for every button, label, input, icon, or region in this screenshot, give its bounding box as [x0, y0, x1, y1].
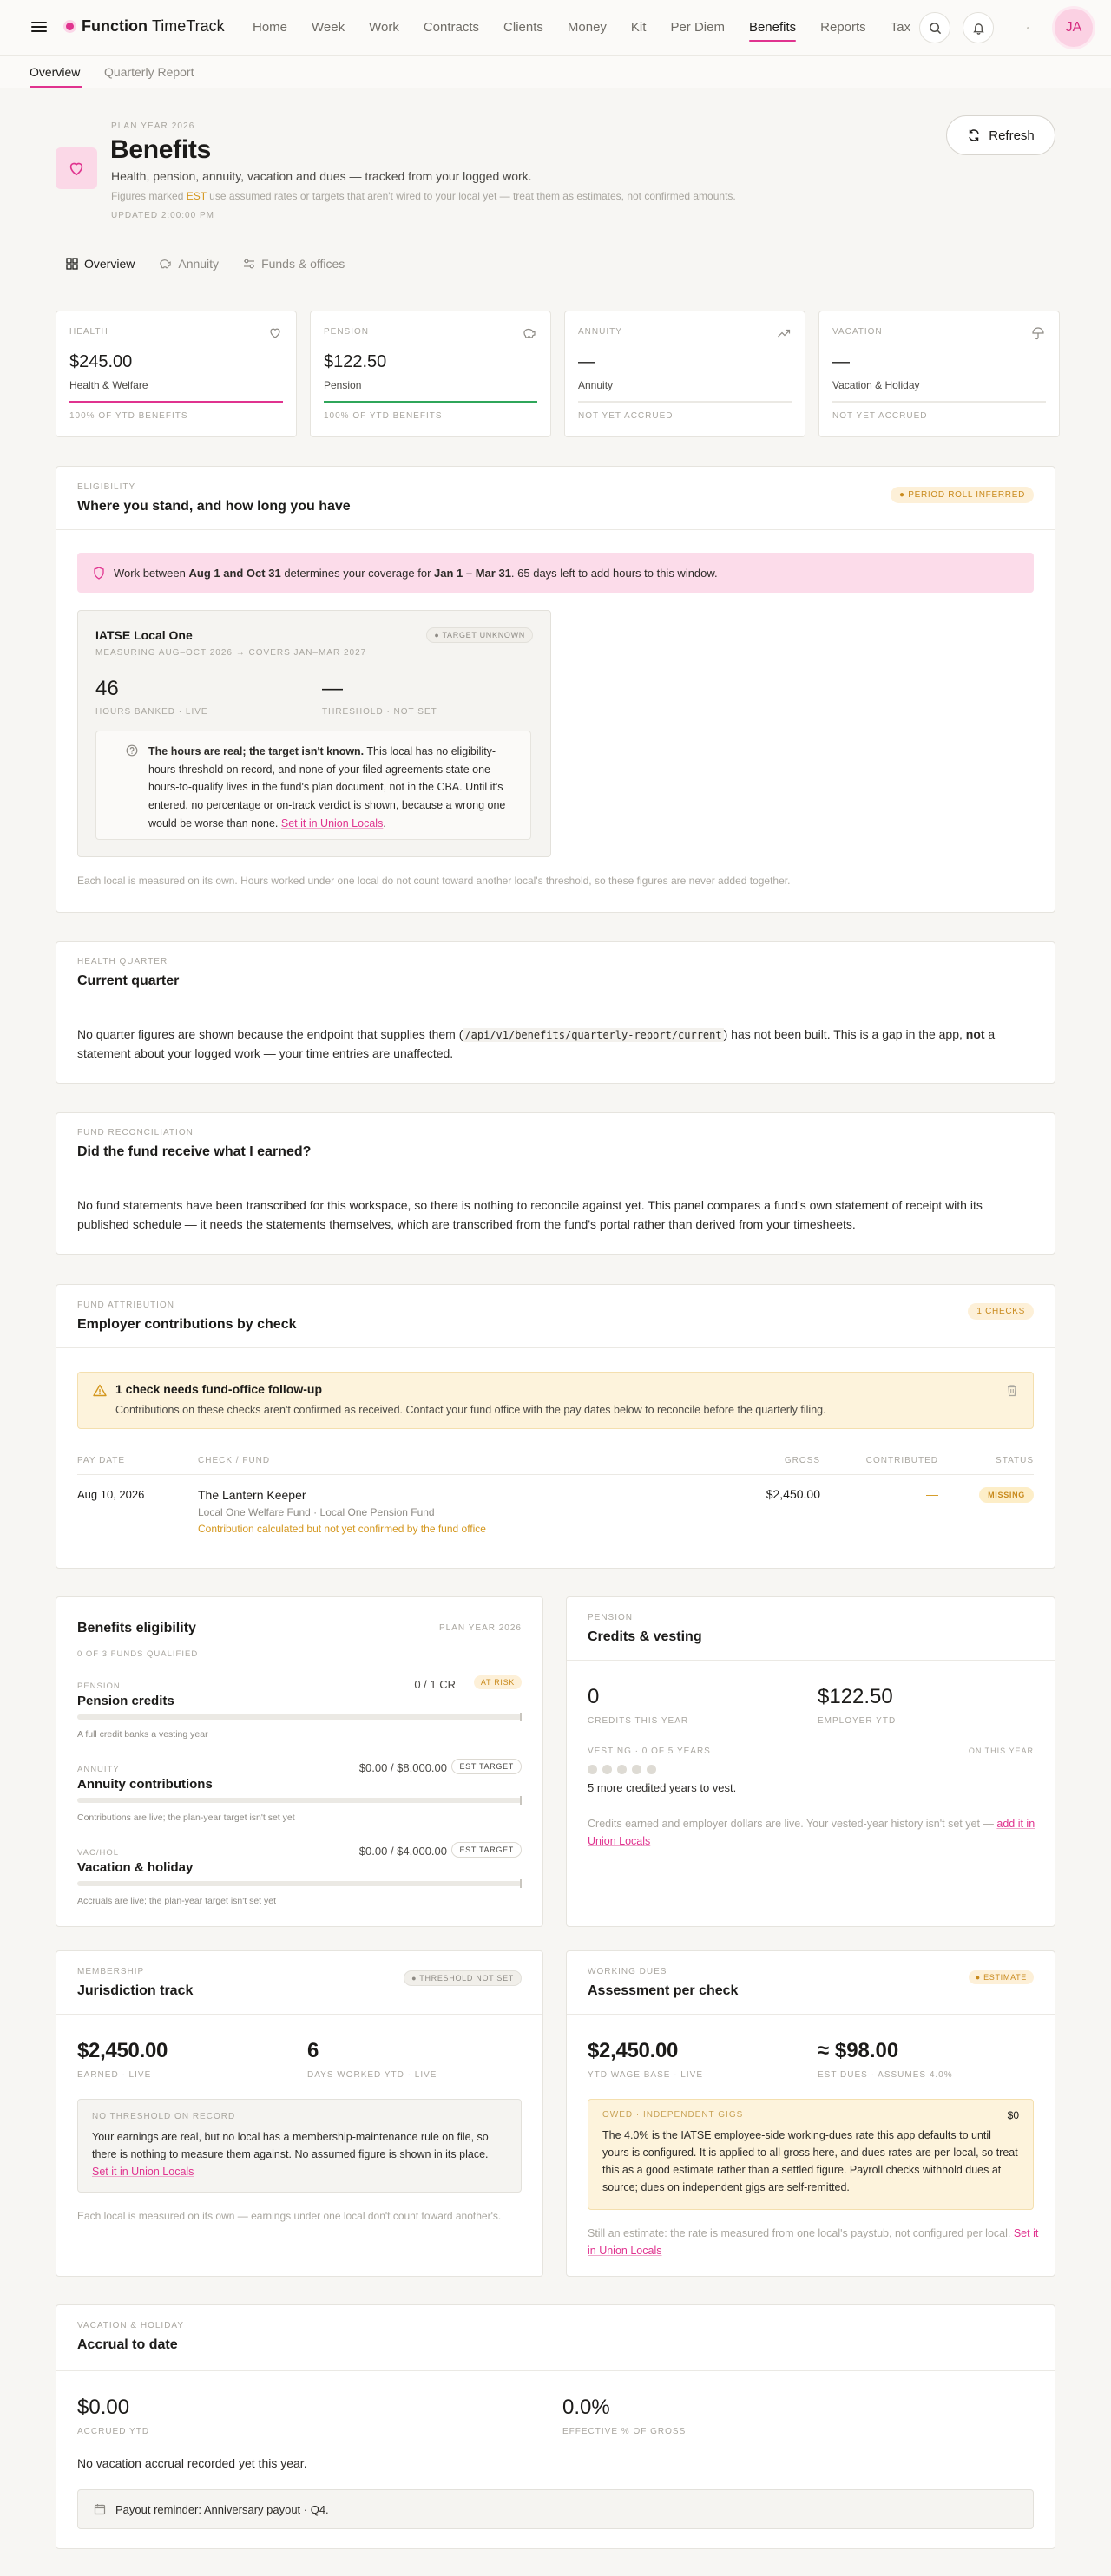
- stat-share-bar: [832, 401, 1046, 403]
- quarter-text: [77, 1026, 1032, 1063]
- local-name: IATSE Local One: [95, 628, 193, 642]
- membership-eyebrow: MEMBERSHIP: [77, 1967, 145, 1976]
- heart-icon: [67, 159, 86, 178]
- nav-link-week[interactable]: Week: [312, 20, 345, 35]
- umbrella-icon: [1031, 326, 1045, 340]
- sliders-icon: [243, 258, 255, 270]
- sub-nav: [0, 56, 1111, 88]
- attribution-eyebrow: FUND ATTRIBUTION: [77, 1301, 174, 1310]
- recon-title: Did the fund receive what I earned?: [77, 1144, 312, 1159]
- row-contributed: —: [926, 1487, 938, 1501]
- tab-annuity-label: Annuity: [178, 257, 220, 271]
- benelig-item-note: A full credit banks a vesting year: [77, 1729, 208, 1740]
- benelig-item-badge: EST TARGET: [451, 1842, 522, 1858]
- plan-year-eyebrow: PLAN YEAR 2026: [111, 121, 195, 131]
- no-accrual-text: No vacation accrual recorded yet this year.: [77, 2456, 307, 2470]
- brand-suffix: TimeTrack: [151, 17, 225, 35]
- membership-divider: [56, 2014, 542, 2015]
- stat-foot: NOT YET ACCRUED: [832, 411, 928, 421]
- subtab-overview[interactable]: Overview: [30, 65, 81, 79]
- no-threshold-caption: NO THRESHOLD ON RECORD: [92, 2112, 236, 2121]
- avatar[interactable]: [1055, 9, 1093, 47]
- dues-set-link[interactable]: Set it in Union Locals: [588, 2227, 1039, 2257]
- quarter-text-mid: ) has not been built. This is a gap in the app,: [723, 1027, 966, 1041]
- stat-card-pension: [310, 311, 551, 437]
- vesting-right-label: ON THIS YEAR: [968, 1747, 1034, 1755]
- period-roll-badge: ● PERIOD ROLL INFERRED: [891, 487, 1034, 503]
- nav-link-clients[interactable]: Clients: [503, 20, 543, 35]
- quarter-endpoint: /api/v1/benefits/quarterly-report/current: [464, 1029, 722, 1041]
- fund-attribution-card: [56, 1284, 1055, 1569]
- benefits-eligibility-card: [56, 1596, 543, 1927]
- credits-label: CREDITS THIS YEAR: [588, 1716, 689, 1726]
- stat-share-fill: [69, 401, 283, 403]
- grid-icon: [66, 258, 78, 270]
- earned-value: $2,450.00: [77, 2039, 168, 2062]
- refresh-icon: [967, 128, 981, 142]
- threshold-note: The hours are real; the target isn't known. This local has no eligibility-hours threshold on record, and none of your filed agreements state one — hours-to-qualify lives in the fund's plan document, not in the CBA. Until it's entered, no percentage or on-track verdict is shown, because a wrong one would be worse than none. Set it in Union Locals.: [95, 731, 531, 840]
- follow-up-body: Contributions on these checks aren't confirmed as received. Contact your fund office with the pay dates below to reconcile before the quarterly filing.: [115, 1404, 826, 1416]
- vacation-eyebrow: VACATION & HOLIDAY: [77, 2321, 185, 2330]
- col-status: STATUS: [996, 1456, 1034, 1465]
- page-title: Benefits: [110, 135, 211, 164]
- benelig-item-badge: AT RISK: [474, 1675, 522, 1689]
- coverage-window-alert: [77, 553, 1034, 593]
- benelig-item-cap: VAC/HOL: [77, 1848, 120, 1858]
- current-quarter-card: [56, 941, 1055, 1084]
- notifications-button[interactable]: [963, 12, 994, 43]
- section-tabs: [66, 257, 369, 271]
- estimate-note-pre: Figures marked: [111, 190, 187, 202]
- benelig-item-name: Pension credits: [77, 1694, 174, 1708]
- effective-pct-value: 0.0%: [562, 2396, 610, 2419]
- checks-count-badge: 1 CHECKS: [968, 1303, 1034, 1320]
- payout-reminder: [77, 2489, 1034, 2529]
- refresh-button[interactable]: [946, 115, 1055, 155]
- stat-label: ANNUITY: [578, 327, 622, 337]
- search-icon: [929, 22, 942, 35]
- search-button[interactable]: [919, 12, 950, 43]
- subtab-quarterly-report[interactable]: Quarterly Report: [104, 65, 194, 79]
- pension-vesting-card: [566, 1596, 1055, 1927]
- page-subtitle: Health, pension, annuity, vacation and dues — tracked from your logged work.: [111, 169, 532, 183]
- alert-pre: Work between: [114, 566, 186, 580]
- attribution-title: Employer contributions by check: [77, 1317, 297, 1332]
- wage-base-value: $2,450.00: [588, 2039, 679, 2062]
- separator-dot: [1027, 27, 1029, 29]
- help-circle-icon: [126, 744, 138, 757]
- stat-share-bar: [578, 401, 792, 403]
- vacation-divider: [56, 2370, 1055, 2371]
- threshold-note-bold: The hours are real; the target isn't known.: [148, 745, 365, 757]
- vesting-year-dot: [617, 1765, 627, 1774]
- eligibility-eyebrow: ELIGIBILITY: [77, 482, 136, 492]
- stat-value: $245.00: [69, 352, 133, 371]
- hours-banked-label: HOURS BANKED · LIVE: [95, 707, 208, 717]
- benelig-qualified: 0 OF 3 FUNDS QUALIFIED: [77, 1649, 199, 1659]
- benelig-item-note: Accruals are live; the plan-year target isn't set yet: [77, 1896, 277, 1906]
- trending-up-icon: [777, 326, 791, 340]
- estimate-note-post: use assumed rates or targets that aren't wired to your local yet — treat them as estimates, not confirmed amounts.: [206, 190, 736, 202]
- menu-icon[interactable]: [31, 19, 47, 35]
- membership-footer: Each local is measured on its own — earnings under one local don't count toward another's.: [77, 2210, 502, 2222]
- benelig-item-value: $0.00 / $4,000.00: [358, 1845, 447, 1858]
- nav-link-kit[interactable]: Kit: [630, 20, 647, 35]
- fund-reconciliation-card: [56, 1112, 1055, 1255]
- local-measure-window: MEASURING AUG–OCT 2026 → COVERS JAN–MAR 2027: [95, 648, 367, 658]
- calendar-icon: [94, 2503, 106, 2515]
- benelig-item-value: $0.00 / $8,000.00: [358, 1761, 447, 1774]
- avatar-initials: JA: [1065, 20, 1082, 35]
- hours-banked-value: 46: [95, 677, 119, 700]
- wage-base-label: YTD WAGE BASE · LIVE: [588, 2070, 703, 2080]
- follow-up-title: 1 check needs fund-office follow-up: [115, 1382, 323, 1396]
- credits-value: 0: [588, 1685, 600, 1708]
- threshold-not-set-label: THRESHOLD NOT SET: [419, 1974, 514, 1983]
- col-pay-date: PAY DATE: [77, 1456, 126, 1465]
- eligibility-footer: Each local is measured on its own. Hours worked under one local do not count toward another local's threshold, so these figures are never added together.: [77, 875, 791, 887]
- threshold-not-set-badge: ● THRESHOLD NOT SET: [404, 1970, 522, 1986]
- membership-title: Jurisdiction track: [77, 1983, 194, 1998]
- benelig-item-cap: ANNUITY: [77, 1765, 120, 1774]
- benelig-item-badge: EST TARGET: [451, 1759, 522, 1774]
- top-nav: [0, 0, 1111, 56]
- benelig-item-note: Contributions are live; the plan-year target isn't set yet: [77, 1812, 295, 1823]
- stat-value: —: [578, 352, 595, 371]
- dues-footer: [588, 2225, 1039, 2259]
- benelig-target-marker: [520, 1879, 522, 1888]
- vacation-accrual-card: [56, 2304, 1055, 2549]
- pension-note-text: Credits earned and employer dollars are live. Your vested-year history isn't set yet —: [588, 1818, 997, 1830]
- benelig-target-marker: [520, 1796, 522, 1805]
- est-dues-label: EST DUES · ASSUMES 4.0%: [818, 2070, 953, 2080]
- nav-links: [240, 0, 923, 56]
- tab-funds-offices-label: Funds & offices: [261, 257, 345, 271]
- eligibility-title: Where you stand, and how long you have: [77, 499, 351, 514]
- nav-link-work[interactable]: Work: [369, 20, 399, 35]
- nav-link-contracts[interactable]: Contracts: [423, 20, 480, 35]
- dues-owed-caption: OWED · INDEPENDENT GIGS: [602, 2110, 744, 2120]
- accrued-ytd-value: $0.00: [77, 2396, 130, 2419]
- no-threshold-box: [77, 2099, 522, 2193]
- alert-coverage: Jan 1 – Mar 31: [434, 566, 511, 580]
- stat-sub: Health & Welfare: [69, 379, 148, 391]
- stat-foot: NOT YET ACCRUED: [578, 411, 674, 421]
- pension-title: Credits & vesting: [588, 1629, 702, 1644]
- nav-link-per-diem[interactable]: Per Diem: [670, 20, 725, 35]
- nav-link-reports[interactable]: Reports: [820, 20, 866, 35]
- tab-overview[interactable]: [66, 257, 135, 271]
- recon-text: No fund statements have been transcribed for this workspace, so there is nothing to reconcile against yet. This panel compares a fund's own statement of receipt with its published schedule — it needs the statements themselves, which are transcribed from the fund's portal rather than derived from your timesheets.: [77, 1198, 983, 1231]
- stat-card-health: [56, 311, 297, 437]
- days-worked-value: 6: [307, 2039, 319, 2062]
- payout-reminder-text: Payout reminder: Anniversary payout · Q4.: [115, 2502, 329, 2516]
- benelig-item-name: Vacation & holiday: [77, 1860, 194, 1875]
- bell-icon: [972, 22, 985, 35]
- attribution-divider: [56, 1347, 1055, 1348]
- stat-label: HEALTH: [69, 327, 108, 337]
- eligibility-divider: [56, 529, 1055, 530]
- estimate-note: [111, 190, 736, 202]
- tab-funds-offices[interactable]: [243, 257, 345, 271]
- row-gross: $2,450.00: [766, 1487, 820, 1501]
- target-unknown-label: TARGET UNKNOWN: [442, 631, 525, 639]
- dues-owed-amount: $0: [1007, 2109, 1019, 2121]
- quarter-text-post: a statement about your logged work — your time entries are unaffected.: [77, 1027, 996, 1060]
- add-in-union-locals-link[interactable]: add it in Union Locals: [588, 1818, 1035, 1847]
- local-eligibility-panel: [77, 610, 551, 857]
- employer-ytd-value: $122.50: [818, 1685, 893, 1708]
- days-worked-label: DAYS WORKED YTD · LIVE: [307, 2070, 437, 2080]
- col-check-fund: CHECK / FUND: [198, 1456, 271, 1465]
- threshold-value: —: [322, 677, 343, 700]
- vesting-year-dot: [588, 1765, 597, 1774]
- no-threshold-text: [92, 2128, 507, 2180]
- vacation-title: Accrual to date: [77, 2337, 178, 2352]
- threshold-label: THRESHOLD · NOT SET: [322, 707, 437, 717]
- vesting-label: VESTING · 0 OF 5 YEARS: [588, 1747, 711, 1756]
- earned-label: EARNED · LIVE: [77, 2070, 152, 2080]
- nav-link-benefits[interactable]: Benefits: [737, 0, 808, 56]
- no-threshold-body: Your earnings are real, but no local has a membership-maintenance rule on file, so there is nothing to measure them against. No assumed figure is shown in its place.: [92, 2131, 489, 2160]
- eligibility-card: [56, 466, 1055, 913]
- stat-foot: 100% OF YTD BENEFITS: [324, 411, 443, 421]
- nav-link-home[interactable]: Home: [253, 20, 288, 35]
- brand-dot-icon: [66, 23, 74, 30]
- benelig-item-value: 0 / 1 CR: [414, 1678, 456, 1691]
- estimate-badge-label: ESTIMATE: [983, 1973, 1027, 1982]
- piggy-bank-icon: [523, 326, 536, 340]
- stat-label: VACATION: [832, 327, 883, 337]
- quarter-text-bold: not: [965, 1027, 985, 1041]
- benelig-item-progress: [77, 1798, 522, 1803]
- follow-up-alert: [77, 1372, 1034, 1429]
- dues-owed-box: [588, 2099, 1034, 2210]
- heart-icon: [268, 326, 282, 340]
- working-dues-card: [566, 1950, 1055, 2277]
- nav-link-tax[interactable]: Tax: [890, 20, 911, 35]
- stat-share-bar: [69, 401, 283, 403]
- stat-share-fill: [324, 401, 537, 403]
- membership-set-link[interactable]: Set it in Union Locals: [92, 2166, 194, 2178]
- alert-range: Aug 1 and Oct 31: [188, 566, 281, 580]
- period-roll-badge-label: PERIOD ROLL INFERRED: [908, 490, 1025, 500]
- row-status-badge: MISSING: [979, 1487, 1034, 1503]
- recon-eyebrow: FUND RECONCILIATION: [77, 1128, 194, 1137]
- est-dues-value: ≈ $98.00: [818, 2039, 899, 2062]
- vesting-year-dot: [602, 1765, 612, 1774]
- row-pay-date: Aug 10, 2026: [77, 1488, 145, 1501]
- refresh-label: Refresh: [989, 128, 1035, 143]
- membership-card: [56, 1950, 543, 2277]
- stat-value: —: [832, 352, 850, 371]
- dues-title: Assessment per check: [588, 1983, 739, 1998]
- stat-share-bar: [324, 401, 537, 403]
- quarter-text-pre: No quarter figures are shown because the endpoint that supplies them (: [77, 1027, 463, 1041]
- employer-ytd-label: EMPLOYER YTD: [818, 1716, 897, 1726]
- stat-card-annuity: [564, 311, 805, 437]
- benefits-heart-tile: [56, 147, 97, 189]
- alert-post: . 65 days left to add hours to this window.: [510, 566, 718, 580]
- tab-annuity[interactable]: [159, 257, 219, 271]
- benelig-item-name: Annuity contributions: [77, 1777, 213, 1792]
- dues-divider: [567, 2014, 1055, 2015]
- benelig-plan-year: PLAN YEAR 2026: [439, 1623, 522, 1633]
- quarter-eyebrow: HEALTH QUARTER: [77, 957, 168, 967]
- vesting-dots: [588, 1765, 656, 1774]
- subtab-active-underline: [30, 86, 82, 88]
- dues-owed-text: The 4.0% is the IATSE employee-side working-dues rate this app defaults to until yours is configured. It is applied to all gross here, and dues rates are per-local, so treat this as a good estimate rather than a settled figure. Payroll checks withhold dues at source; dues on independent gigs are self-remitted.: [602, 2129, 1018, 2193]
- quarter-title: Current quarter: [77, 973, 180, 988]
- col-contributed: CONTRIBUTED: [865, 1456, 938, 1465]
- table-header-divider: [77, 1474, 1034, 1475]
- col-gross: GROSS: [784, 1456, 820, 1465]
- threshold-note-body: This local has no eligibility-hours threshold on record, and none of your filed agreements state one — hours-to-qualify lives in the fund's plan document, not in the CBA. Until it's entered, no percentage or on-track verdict is shown, because a wrong one would be worse than none.: [148, 745, 506, 829]
- warning-icon: [93, 1384, 107, 1397]
- row-check-name: The Lantern Keeper: [198, 1488, 306, 1502]
- row-warning: Contribution calculated but not yet confirmed by the fund office: [198, 1523, 486, 1535]
- alert-mid: determines your coverage for: [284, 566, 431, 580]
- benelig-item-progress: [77, 1881, 522, 1886]
- target-unknown-badge: ● TARGET UNKNOWN: [426, 627, 533, 643]
- shield-icon: [93, 567, 105, 580]
- vesting-more: 5 more credited years to vest.: [588, 1781, 737, 1794]
- benelig-title: Benefits eligibility: [77, 1621, 196, 1635]
- estimate-note-est: EST: [186, 190, 207, 202]
- set-in-union-locals-link[interactable]: Set it in Union Locals: [280, 816, 384, 829]
- stat-sub: Pension: [324, 379, 362, 391]
- nav-link-money[interactable]: Money: [567, 20, 607, 35]
- tab-overview-label: Overview: [84, 257, 135, 271]
- pension-divider: [567, 1660, 1055, 1661]
- brand-name: Function: [82, 17, 148, 35]
- vesting-year-dot: [647, 1765, 656, 1774]
- vesting-year-dot: [632, 1765, 641, 1774]
- dues-footer-text: Still an estimate: the rate is measured from one local's paystub, not configured per local.: [588, 2227, 1014, 2239]
- stat-card-vacation: [818, 311, 1060, 437]
- stat-label: PENSION: [324, 327, 370, 337]
- stat-value: $122.50: [324, 352, 387, 371]
- pension-eyebrow: PENSION: [588, 1613, 634, 1622]
- trash-icon[interactable]: [1006, 1384, 1018, 1397]
- stat-sub: Annuity: [578, 379, 614, 391]
- benelig-target-marker: [520, 1713, 522, 1721]
- pension-note: [588, 1815, 1039, 1850]
- dues-eyebrow: WORKING DUES: [588, 1967, 667, 1976]
- estimate-badge: ● ESTIMATE: [969, 1970, 1034, 1984]
- effective-pct-label: EFFECTIVE % OF GROSS: [562, 2427, 687, 2436]
- benelig-item-cap: PENSION: [77, 1681, 121, 1691]
- benelig-item-progress: [77, 1714, 522, 1720]
- row-funds: Local One Welfare Fund · Local One Pension Fund: [198, 1506, 435, 1518]
- piggy-bank-icon: [159, 258, 172, 270]
- brand-logo[interactable]: [66, 17, 225, 36]
- stat-sub: Vacation & Holiday: [832, 379, 920, 391]
- accrued-ytd-label: ACCRUED YTD: [77, 2427, 150, 2436]
- updated-time: UPDATED 2:00:00 PM: [111, 211, 214, 220]
- stat-foot: 100% OF YTD BENEFITS: [69, 411, 188, 421]
